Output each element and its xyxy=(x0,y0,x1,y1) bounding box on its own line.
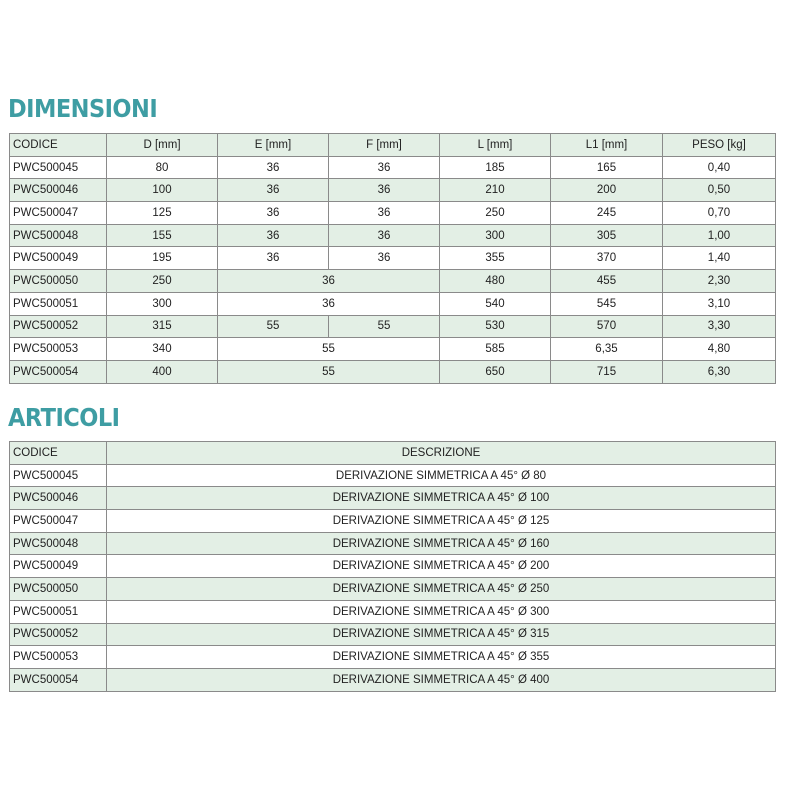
cell-descrizione: DERIVAZIONE SIMMETRICA A 45° Ø 125 xyxy=(107,510,776,533)
cell-l1: 6,35 xyxy=(551,338,663,361)
cell-l1: 370 xyxy=(551,247,663,270)
cell-descrizione: DERIVAZIONE SIMMETRICA A 45° Ø 315 xyxy=(107,623,776,646)
col-header-codice: CODICE xyxy=(10,442,107,465)
cell-peso: 1,40 xyxy=(663,247,776,270)
table-row xyxy=(10,202,776,225)
table-row xyxy=(10,247,776,270)
cell-d: 100 xyxy=(107,179,218,202)
cell-d: 80 xyxy=(107,156,218,179)
dimensioni-title: DIMENSIONI xyxy=(8,94,158,123)
cell-codice: PWC500054 xyxy=(10,360,107,383)
table-row xyxy=(10,578,776,601)
cell-descrizione: DERIVAZIONE SIMMETRICA A 45° Ø 355 xyxy=(107,646,776,669)
cell-d: 125 xyxy=(107,202,218,225)
cell-codice: PWC500046 xyxy=(10,487,107,510)
cell-l: 650 xyxy=(440,360,551,383)
cell-l1: 455 xyxy=(551,270,663,293)
cell-d: 195 xyxy=(107,247,218,270)
table-row xyxy=(10,156,776,179)
cell-l: 185 xyxy=(440,156,551,179)
cell-l: 585 xyxy=(440,338,551,361)
cell-peso: 1,00 xyxy=(663,224,776,247)
col-header-f: F [mm] xyxy=(329,134,440,157)
cell-codice: PWC500050 xyxy=(10,578,107,601)
col-header-d: D [mm] xyxy=(107,134,218,157)
cell-codice: PWC500047 xyxy=(10,510,107,533)
cell-d: 315 xyxy=(107,315,218,338)
table-row xyxy=(10,623,776,646)
cell-ef-merged: 55 xyxy=(218,360,440,383)
cell-d: 250 xyxy=(107,270,218,293)
cell-l: 480 xyxy=(440,270,551,293)
cell-e: 55 xyxy=(218,315,329,338)
cell-l1: 545 xyxy=(551,292,663,315)
cell-codice: PWC500051 xyxy=(10,600,107,623)
col-header-peso: PESO [kg] xyxy=(663,134,776,157)
cell-codice: PWC500051 xyxy=(10,292,107,315)
cell-l: 250 xyxy=(440,202,551,225)
cell-codice: PWC500053 xyxy=(10,338,107,361)
cell-descrizione: DERIVAZIONE SIMMETRICA A 45° Ø 250 xyxy=(107,578,776,601)
cell-peso: 4,80 xyxy=(663,338,776,361)
col-header-codice: CODICE xyxy=(10,134,107,157)
cell-e: 36 xyxy=(218,179,329,202)
cell-codice: PWC500045 xyxy=(10,464,107,487)
cell-peso: 0,50 xyxy=(663,179,776,202)
cell-f: 36 xyxy=(329,202,440,225)
cell-codice: PWC500046 xyxy=(10,179,107,202)
table-row xyxy=(10,600,776,623)
cell-codice: PWC500052 xyxy=(10,623,107,646)
col-header-l: L [mm] xyxy=(440,134,551,157)
table-row xyxy=(10,224,776,247)
cell-codice: PWC500048 xyxy=(10,224,107,247)
table-row xyxy=(10,532,776,555)
table-row xyxy=(10,315,776,338)
col-header-e: E [mm] xyxy=(218,134,329,157)
cell-descrizione: DERIVAZIONE SIMMETRICA A 45° Ø 200 xyxy=(107,555,776,578)
cell-l1: 305 xyxy=(551,224,663,247)
cell-e: 36 xyxy=(218,247,329,270)
cell-codice: PWC500045 xyxy=(10,156,107,179)
cell-codice: PWC500052 xyxy=(10,315,107,338)
articoli-header-row xyxy=(10,442,776,465)
articoli-title: ARTICOLI xyxy=(8,403,120,432)
cell-codice: PWC500047 xyxy=(10,202,107,225)
col-header-descrizione: DESCRIZIONE xyxy=(107,442,776,465)
cell-d: 400 xyxy=(107,360,218,383)
cell-codice: PWC500053 xyxy=(10,646,107,669)
cell-l1: 570 xyxy=(551,315,663,338)
table-row xyxy=(10,338,776,361)
cell-descrizione: DERIVAZIONE SIMMETRICA A 45° Ø 80 xyxy=(107,464,776,487)
cell-peso: 2,30 xyxy=(663,270,776,293)
cell-f: 36 xyxy=(329,247,440,270)
cell-e: 36 xyxy=(218,156,329,179)
cell-l1: 715 xyxy=(551,360,663,383)
cell-l: 355 xyxy=(440,247,551,270)
cell-descrizione: DERIVAZIONE SIMMETRICA A 45° Ø 400 xyxy=(107,668,776,691)
cell-peso: 3,10 xyxy=(663,292,776,315)
cell-peso: 6,30 xyxy=(663,360,776,383)
cell-l1: 165 xyxy=(551,156,663,179)
cell-l: 540 xyxy=(440,292,551,315)
cell-d: 340 xyxy=(107,338,218,361)
cell-descrizione: DERIVAZIONE SIMMETRICA A 45° Ø 100 xyxy=(107,487,776,510)
cell-f: 36 xyxy=(329,156,440,179)
dimensioni-header-row xyxy=(10,134,776,157)
cell-l1: 200 xyxy=(551,179,663,202)
cell-f: 36 xyxy=(329,224,440,247)
table-row xyxy=(10,555,776,578)
cell-codice: PWC500048 xyxy=(10,532,107,555)
table-row xyxy=(10,668,776,691)
table-row xyxy=(10,179,776,202)
cell-d: 300 xyxy=(107,292,218,315)
table-row xyxy=(10,487,776,510)
cell-e: 36 xyxy=(218,224,329,247)
cell-d: 155 xyxy=(107,224,218,247)
cell-codice: PWC500054 xyxy=(10,668,107,691)
cell-f: 36 xyxy=(329,179,440,202)
cell-l1: 245 xyxy=(551,202,663,225)
col-header-l1: L1 [mm] xyxy=(551,134,663,157)
table-row xyxy=(10,510,776,533)
dimensioni-table xyxy=(9,133,776,384)
cell-l: 300 xyxy=(440,224,551,247)
cell-peso: 0,70 xyxy=(663,202,776,225)
cell-l: 530 xyxy=(440,315,551,338)
cell-descrizione: DERIVAZIONE SIMMETRICA A 45° Ø 300 xyxy=(107,600,776,623)
articoli-table xyxy=(9,441,776,692)
cell-codice: PWC500050 xyxy=(10,270,107,293)
table-row xyxy=(10,360,776,383)
cell-ef-merged: 55 xyxy=(218,338,440,361)
table-row xyxy=(10,292,776,315)
table-row xyxy=(10,464,776,487)
cell-e: 36 xyxy=(218,202,329,225)
cell-peso: 3,30 xyxy=(663,315,776,338)
cell-descrizione: DERIVAZIONE SIMMETRICA A 45° Ø 160 xyxy=(107,532,776,555)
cell-peso: 0,40 xyxy=(663,156,776,179)
cell-l: 210 xyxy=(440,179,551,202)
cell-ef-merged: 36 xyxy=(218,292,440,315)
cell-codice: PWC500049 xyxy=(10,247,107,270)
cell-codice: PWC500049 xyxy=(10,555,107,578)
cell-ef-merged: 36 xyxy=(218,270,440,293)
cell-f: 55 xyxy=(329,315,440,338)
table-row xyxy=(10,646,776,669)
table-row xyxy=(10,270,776,293)
